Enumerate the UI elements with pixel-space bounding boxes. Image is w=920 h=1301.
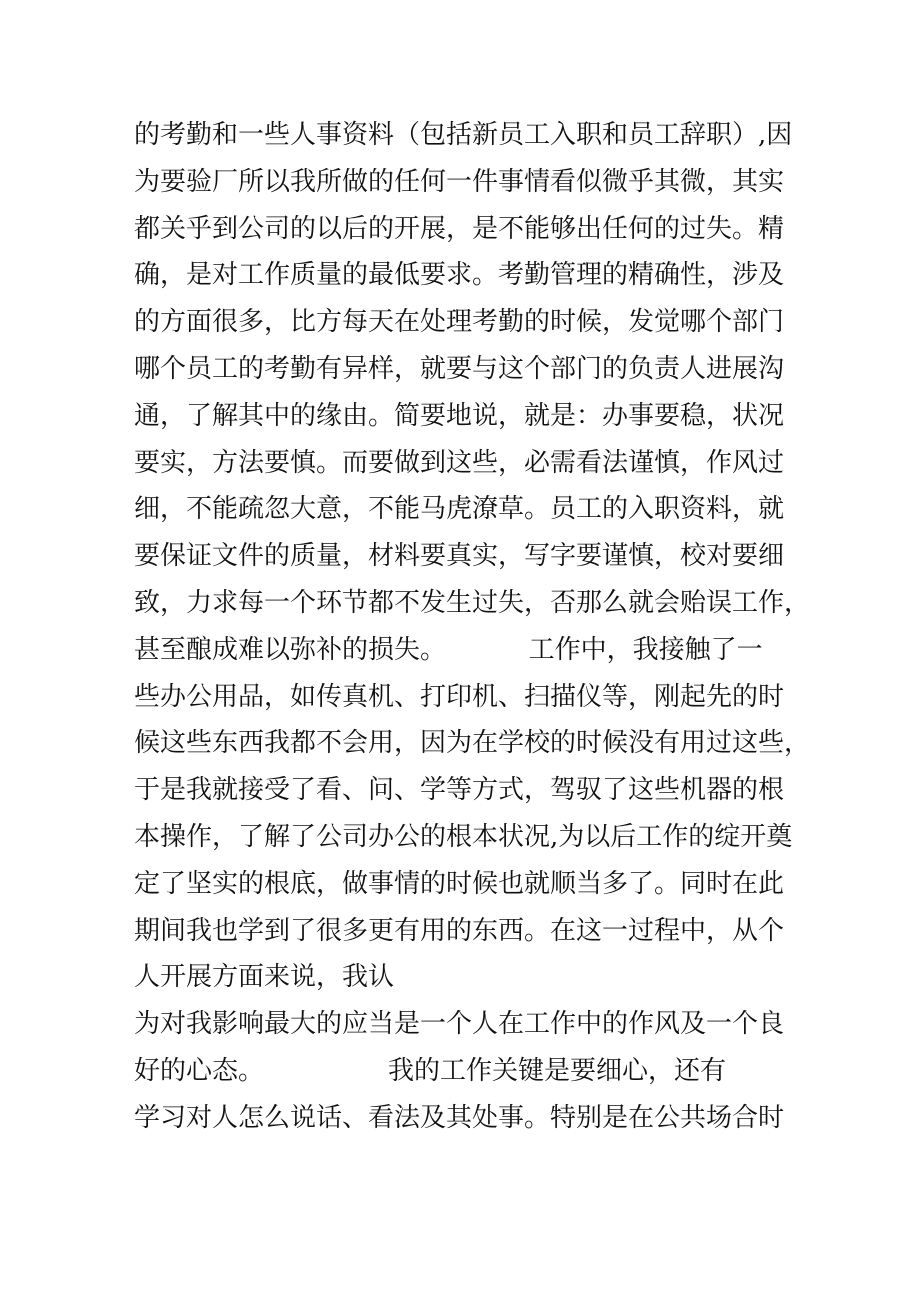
text-line: 候这些东西我都不会用，因为在学校的时候没有用过这些， (134, 728, 811, 759)
body-text (134, 112, 814, 1142)
text-line: 期间我也学到了很多更有用的东西。在这一过程中，从个 (134, 915, 785, 946)
text-line: 学习对人怎么说话、看法及其处事。特别是在公共场合时 (134, 1102, 785, 1133)
text-line: 为要验厂所以我所做的任何一件事情看似微乎其微，其实 (134, 166, 785, 197)
text-line: 都关乎到公司的以后的开展，是不能够出任何的过失。精 (134, 213, 785, 244)
text-line: 致，力求每一个环节都不发生过失，否那么就会贻误工作， (134, 587, 811, 618)
text-line: 的考勤和一些人事资料（包括新员工入职和员工辞职）,因 (134, 120, 793, 150)
text-line: 好的心态。 我的工作关键是要细心，还有 (134, 1055, 726, 1086)
text-line: 要实，方法要慎。而要做到这些，必需看法谨慎，作风过 (134, 447, 785, 478)
text-line: 哪个员工的考勤有异样，就要与这个部门的负责人进展沟 (134, 353, 785, 384)
text-line: 的方面很多，比方每天在处理考勤的时候，发觉哪个部门 (134, 307, 785, 338)
text-line: 细，不能疏忽大意，不能马虎潦草。员工的入职资料，就 (134, 494, 785, 525)
text-line: 甚至酿成难以弥补的损失。 工作中，我接触了一 (134, 634, 763, 665)
text-line: 要保证文件的质量，材料要真实，写字要谨慎，校对要细 (134, 541, 785, 572)
text-line: 于是我就接受了看、问、学等方式，驾驭了这些机器的根 (134, 775, 785, 806)
text-line: 定了坚实的根底，做事情的时候也就顺当多了。同时在此 (134, 868, 785, 899)
text-line: 本操作，了解了公司办公的根本状况,为以后工作的绽开奠 (134, 821, 793, 852)
text-line: 为对我影响最大的应当是一个人在工作中的作风及一个良 (134, 1009, 785, 1040)
text-line: 人开展方面来说，我认 (134, 962, 395, 993)
text-line: 确，是对工作质量的最低要求。考勤管理的精确性，涉及 (134, 260, 785, 291)
text-line: 些办公用品，如传真机、打印机、扫描仪等，刚起先的时 (134, 681, 785, 712)
text-line: 通，了解其中的缘由。简要地说，就是：办事要稳，状况 (134, 400, 785, 431)
